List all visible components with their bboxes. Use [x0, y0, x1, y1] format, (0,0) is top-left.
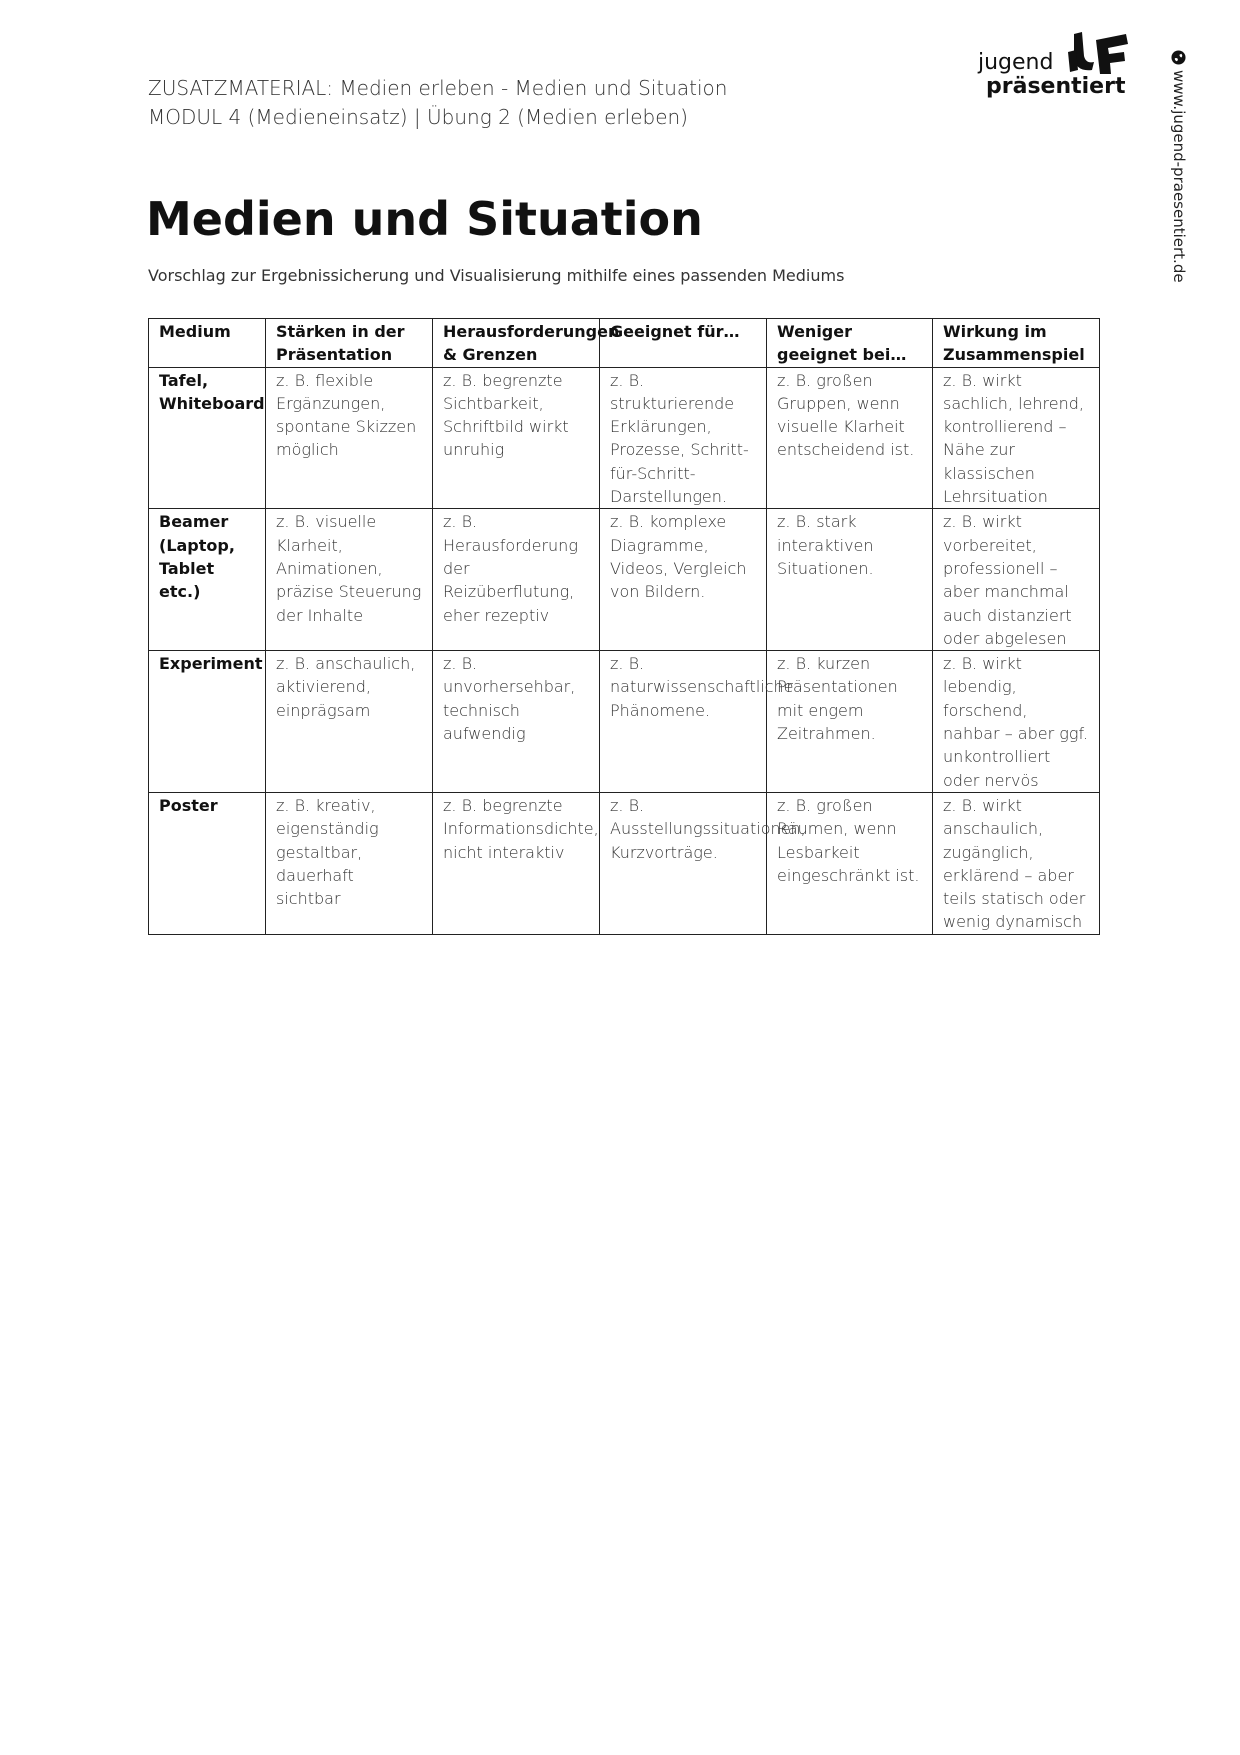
side-url-text: www.jugend-praesentiert.de [1170, 70, 1188, 283]
medium-cell: Poster [149, 792, 266, 934]
globe-icon [1172, 50, 1187, 65]
media-comparison-table [148, 318, 1100, 935]
page-subtitle: Vorschlag zur Ergebnissicherung und Visualisierung mithilfe eines passenden Mediums [148, 266, 845, 285]
table-cell: z. B. begrenzte Informationsdichte, nicht interaktiv [433, 792, 600, 934]
column-header-less-suited: Weniger geeignet bei… [767, 319, 933, 368]
jugend-praesentiert-logo [976, 30, 1136, 110]
column-header-suited-for: Geeignet für… [600, 319, 767, 368]
table-cell: z. B. wirkt vorbereitet, professionell – aber manchmal auch distanziert oder abgelesen [933, 509, 1100, 651]
column-header-challenges: Herausforderungen & Grenzen [433, 319, 600, 368]
table-cell: z. B. großen Räumen, wenn Lesbarkeit eingeschränkt ist. [767, 792, 933, 934]
medium-cell: Beamer (Laptop, Tablet etc.) [149, 509, 266, 651]
column-header-strengths: Stärken in der Präsentation [266, 319, 433, 368]
table-row [149, 792, 1100, 934]
medium-cell: Experiment [149, 651, 266, 793]
table-row [149, 651, 1100, 793]
table-cell: z. B. großen Gruppen, wenn visuelle Klarheit entscheidend ist. [767, 367, 933, 509]
header-line-module-title: ZUSATZMATERIAL: Medien erleben - Medien und Situation [148, 76, 728, 100]
table-cell: z. B. Herausforderung der Reizüberflutung, eher rezeptiv [433, 509, 600, 651]
table-cell: z. B. Ausstellungssituationen, Kurzvorträge. [600, 792, 767, 934]
column-header-medium: Medium [149, 319, 266, 368]
table-cell: z. B. strukturierende Erklärungen, Prozesse, Schritt-für-Schritt-Darstellungen. [600, 367, 767, 509]
table-cell: z. B. anschaulich, aktivierend, einprägsam [266, 651, 433, 793]
document-header [148, 74, 727, 132]
table-cell: z. B. komplexe Diagramme, Videos, Vergleich von Bildern. [600, 509, 767, 651]
page-title: Medien und Situation [146, 192, 703, 246]
table-row [149, 367, 1100, 509]
table-cell: z. B. unvorhersehbar, technisch aufwendig [433, 651, 600, 793]
table-cell: z. B. flexible Ergänzungen, spontane Skizzen möglich [266, 367, 433, 509]
medium-cell: Tafel, Whiteboard [149, 367, 266, 509]
table-row [149, 509, 1100, 651]
table-cell: z. B. kreativ, eigenständig gestaltbar, dauerhaft sichtbar [266, 792, 433, 934]
table-header-row [149, 319, 1100, 368]
logo-word-jugend: jugend [978, 50, 1054, 75]
table-cell: z. B. wirkt sachlich, lehrend, kontrollierend – Nähe zur klassischen Lehrsituation [933, 367, 1100, 509]
table-cell: z. B. visuelle Klarheit, Animationen, präzise Steuerung der Inhalte [266, 509, 433, 651]
table-cell: z. B. wirkt lebendig, forschend, nahbar – aber ggf. unkontrolliert oder nervös [933, 651, 1100, 793]
table-cell: z. B. kurzen Präsentationen mit engem Zeitrahmen. [767, 651, 933, 793]
table-cell: z. B. begrenzte Sichtbarkeit, Schriftbild wirkt unruhig [433, 367, 600, 509]
logo-word-praesentiert: präsentiert [986, 74, 1126, 99]
table-cell: z. B. naturwissenschaftliche Phänomene. [600, 651, 767, 793]
table-cell: z. B. wirkt anschaulich, zugänglich, erklärend – aber teils statisch oder wenig dynamisch [933, 792, 1100, 934]
table-cell: z. B. stark interaktiven Situationen. [767, 509, 933, 651]
column-header-effect: Wirkung im Zusammenspiel [933, 319, 1100, 368]
header-line-module-info: MODUL 4 (Medieneinsatz) | Übung 2 (Medien erleben) [148, 105, 688, 129]
logo-mark-icon [1068, 30, 1130, 76]
side-website-url [1168, 50, 1192, 290]
